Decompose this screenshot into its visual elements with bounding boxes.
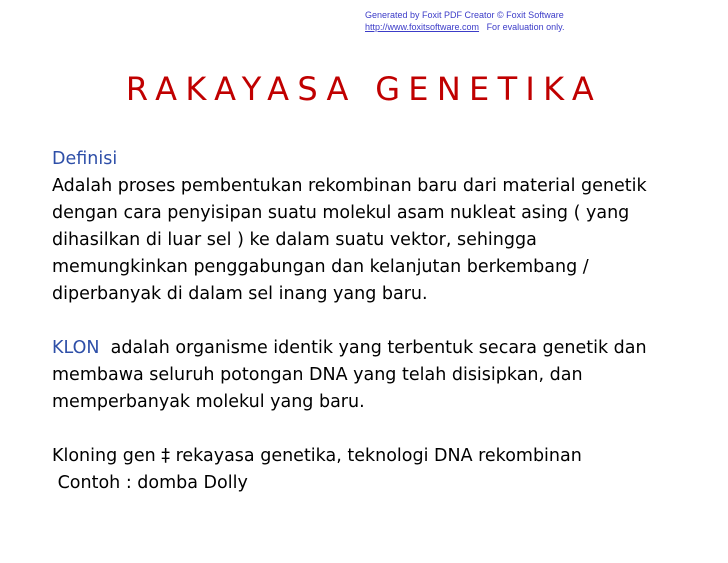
kloning-line: Kloning gen ‡ rekayasa genetika, teknologi DNA rekombinan	[52, 446, 582, 466]
klon-term: KLON	[52, 338, 100, 358]
definition-line-5: diperbanyak di dalam sel inang yang baru.	[52, 284, 428, 304]
spacer	[52, 308, 722, 335]
klon-line-1	[52, 335, 722, 362]
watermark-link[interactable]: http://www.foxitsoftware.com	[365, 22, 480, 32]
definition-line-2: dengan cara penyisipan suatu molekul asam nukleat asing ( yang	[52, 203, 630, 223]
klon-text-1: adalah organisme identik yang terbentuk secara genetik dan	[110, 338, 647, 358]
klon-line-2: membawa seluruh potongan DNA yang telah disisipkan, dan	[52, 365, 583, 385]
example-text: Contoh : domba Dolly	[57, 473, 248, 493]
definition-heading: Definisi	[52, 149, 118, 169]
slide-body	[52, 146, 722, 497]
watermark-evaluation-note: For evaluation only.	[486, 22, 565, 32]
watermark-generated-by: Generated by Foxit PDF Creator © Foxit Software	[365, 10, 564, 20]
spacer	[52, 416, 722, 443]
example-line	[52, 470, 722, 497]
pdf-creator-watermark	[365, 9, 564, 33]
definition-line-3: dihasilkan di luar sel ) ke dalam suatu vektor, sehingga	[52, 230, 537, 250]
watermark-link-line	[365, 21, 564, 33]
definition-line-1: Adalah proses pembentukan rekombinan baru dari material genetik	[52, 176, 647, 196]
klon-line-3: memperbanyak molekul yang baru.	[52, 392, 365, 412]
slide-title: RAKAYASA GENETIKA	[125, 70, 603, 108]
definition-line-4: memungkinkan penggabungan dan kelanjutan berkembang /	[52, 257, 589, 277]
